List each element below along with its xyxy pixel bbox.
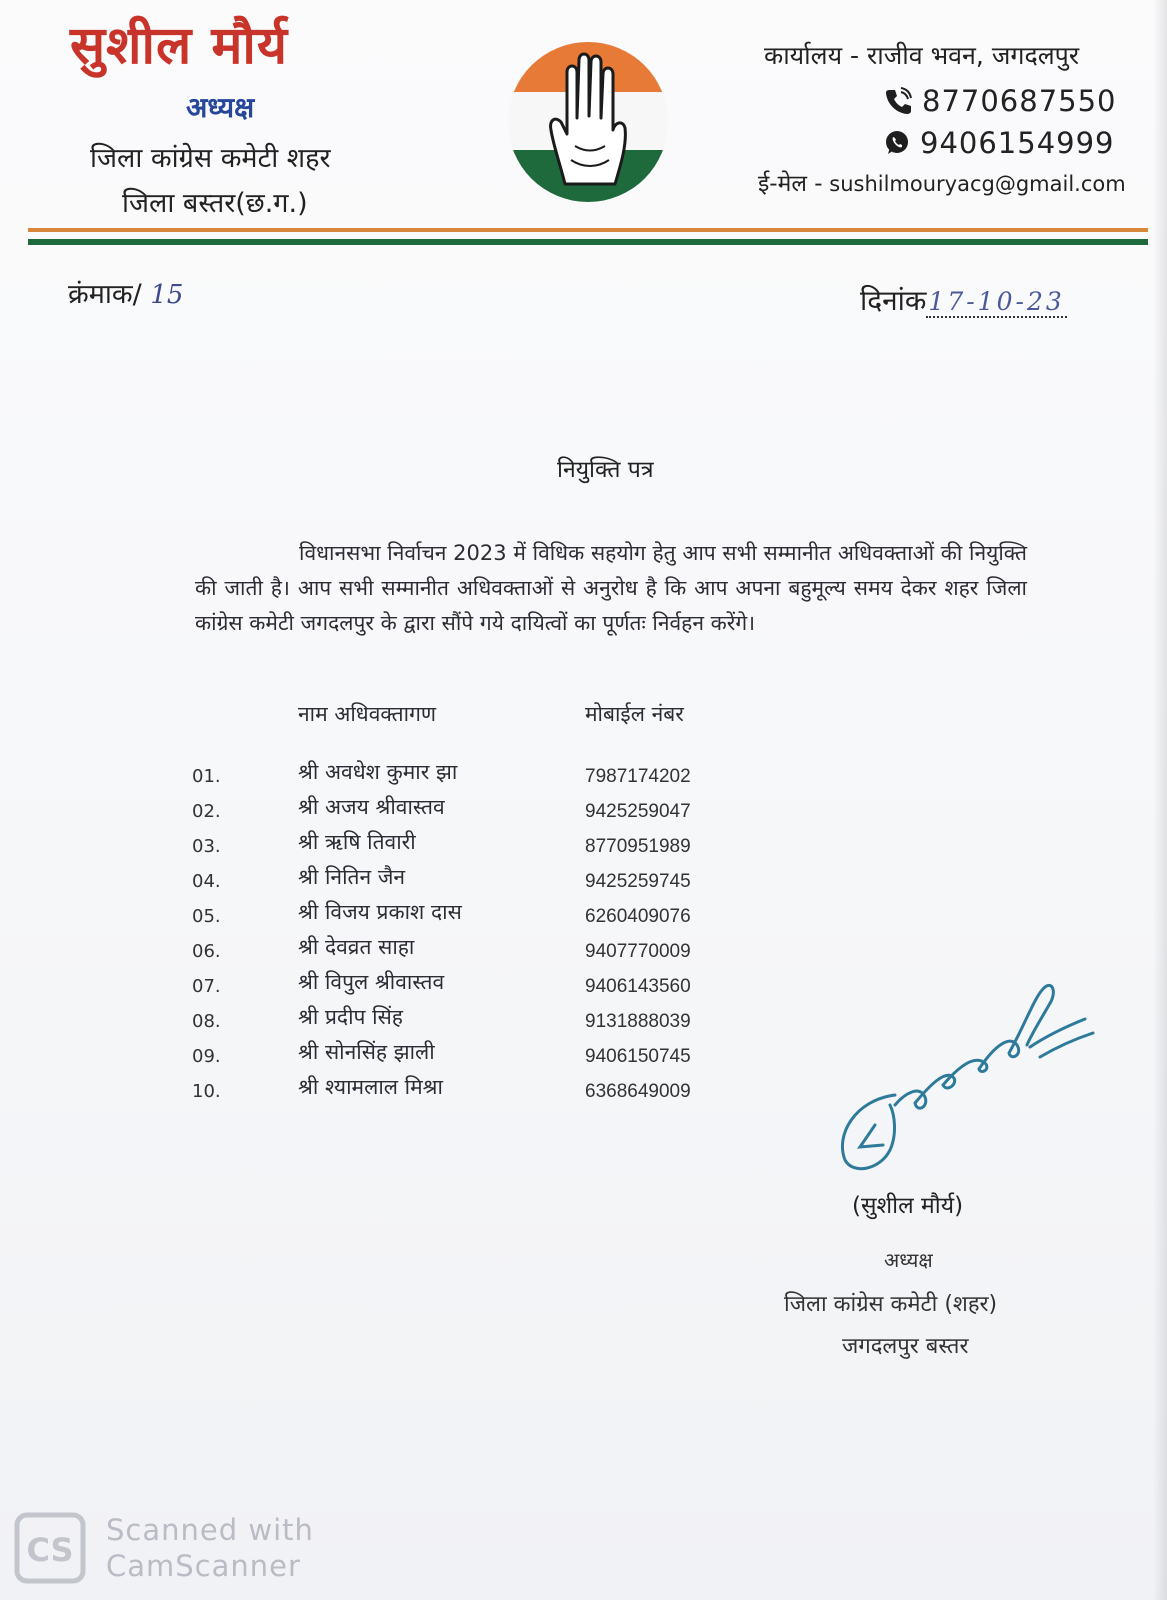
table-row xyxy=(0,863,1167,898)
signatory-role: अध्यक्ष xyxy=(884,1248,933,1272)
row-serial: 04. xyxy=(192,871,221,892)
column-header-mobile: मोबाईल नंबर xyxy=(585,702,684,726)
letter-heading: नियुक्ति पत्र xyxy=(557,457,654,483)
row-serial: 10. xyxy=(192,1081,221,1102)
row-serial: 05. xyxy=(192,906,221,927)
row-serial: 06. xyxy=(192,941,221,962)
row-mobile: 6368649009 xyxy=(585,1081,691,1102)
row-serial: 07. xyxy=(192,976,221,997)
reference-value: 15 xyxy=(150,280,184,310)
row-mobile: 9406143560 xyxy=(585,976,691,997)
date-value: 17-10-23 xyxy=(928,287,1065,316)
column-header-name: नाम अधिवक्तागण xyxy=(298,702,437,726)
signatory-name: (सुशील मौर्य) xyxy=(852,1193,964,1219)
row-advocate-name: श्री अजय श्रीवास्तव xyxy=(298,795,445,819)
letterhead-organization: जिला कांग्रेस कमेटी शहर xyxy=(90,143,331,174)
phone-icon xyxy=(884,87,912,115)
row-mobile: 9131888039 xyxy=(585,1011,691,1032)
row-advocate-name: श्री श्यामलाल मिश्रा xyxy=(298,1075,443,1099)
row-advocate-name: श्री सोनसिंह झाली xyxy=(298,1040,435,1064)
signatory-place: जगदलपुर बस्तर xyxy=(842,1334,969,1359)
letterhead-whatsapp-row xyxy=(884,126,1115,160)
letterhead-office: कार्यालय - राजीव भवन, जगदलपुर xyxy=(764,41,1080,70)
table-row xyxy=(0,933,1167,968)
row-mobile: 9425259745 xyxy=(585,871,691,892)
table-row xyxy=(0,898,1167,933)
row-advocate-name: श्री ऋषि तिवारी xyxy=(298,830,416,854)
camscanner-badge-text: CS xyxy=(26,1531,74,1569)
row-mobile: 9407770009 xyxy=(585,941,691,962)
letterhead-name: सुशील मौर्य xyxy=(70,15,289,76)
row-advocate-name: श्री विपुल श्रीवास्तव xyxy=(298,970,445,994)
row-serial: 01. xyxy=(192,766,221,787)
date-label: दिनांक xyxy=(860,284,927,317)
letterhead-email-label: ई-मेल - xyxy=(758,171,823,197)
letterhead-divider-saffron xyxy=(28,228,1148,232)
letterhead-email-row xyxy=(758,166,1126,198)
letter-body: विधानसभा निर्वाचन 2023 में विधिक सहयोग हेतु आप सभी सम्मानीत अधिवक्ताओं की नियुक्ति की जाती है। आप सभी सम्मानीत अधिवक्ताओं से अनुरोध है कि आप अपना बहुमूल्य समय देकर शहर जिला कांग्रेस कमेटी जगदलपुर के द्वारा सौंपे गये दायित्वों का पूर्णतः निर्वहन करेंगे। xyxy=(195,541,1027,635)
letterhead-phone-row xyxy=(884,84,1117,118)
camscanner-watermark xyxy=(106,1512,314,1584)
letterhead-phone-number: 8770687550 xyxy=(922,84,1117,118)
row-mobile: 9425259047 xyxy=(585,801,691,822)
row-advocate-name: श्री देवव्रत साहा xyxy=(298,935,415,959)
row-mobile: 7987174202 xyxy=(585,766,691,787)
handwritten-signature-icon xyxy=(835,975,1115,1175)
watermark-line-2: CamScanner xyxy=(106,1549,301,1583)
whatsapp-icon xyxy=(884,130,910,156)
reference-label: क्रंमाक xyxy=(68,279,133,310)
reference-number: क्रंमाक/ 15 xyxy=(68,279,184,310)
letterhead-whatsapp-number: 9406154999 xyxy=(920,126,1115,160)
row-advocate-name: श्री नितिन जैन xyxy=(298,865,406,889)
table-row xyxy=(0,758,1167,793)
row-advocate-name: श्री प्रदीप सिंह xyxy=(298,1005,403,1029)
letterhead-role: अध्यक्ष xyxy=(186,91,255,124)
row-serial: 02. xyxy=(192,801,221,822)
letterhead-email: sushilmouryacg@gmail.com xyxy=(829,172,1126,196)
signatory-organization: जिला कांग्रेस कमेटी (शहर) xyxy=(784,1292,998,1317)
congress-hand-logo-icon xyxy=(505,34,671,206)
row-mobile: 9406150745 xyxy=(585,1046,691,1067)
camscanner-logo-icon xyxy=(14,1512,86,1584)
letter-date xyxy=(860,281,1067,319)
row-serial: 09. xyxy=(192,1046,221,1067)
row-mobile: 6260409076 xyxy=(585,906,691,927)
row-advocate-name: श्री अवधेश कुमार झा xyxy=(298,760,458,784)
table-row xyxy=(0,793,1167,828)
letterhead-divider-green xyxy=(28,239,1148,245)
row-mobile: 8770951989 xyxy=(585,836,691,857)
watermark-line-1: Scanned with xyxy=(106,1513,314,1547)
row-advocate-name: श्री विजय प्रकाश दास xyxy=(298,900,462,924)
letterhead-district: जिला बस्तर(छ.ग.) xyxy=(122,188,308,219)
row-serial: 08. xyxy=(192,1011,221,1032)
table-row xyxy=(0,828,1167,863)
row-serial: 03. xyxy=(192,836,221,857)
